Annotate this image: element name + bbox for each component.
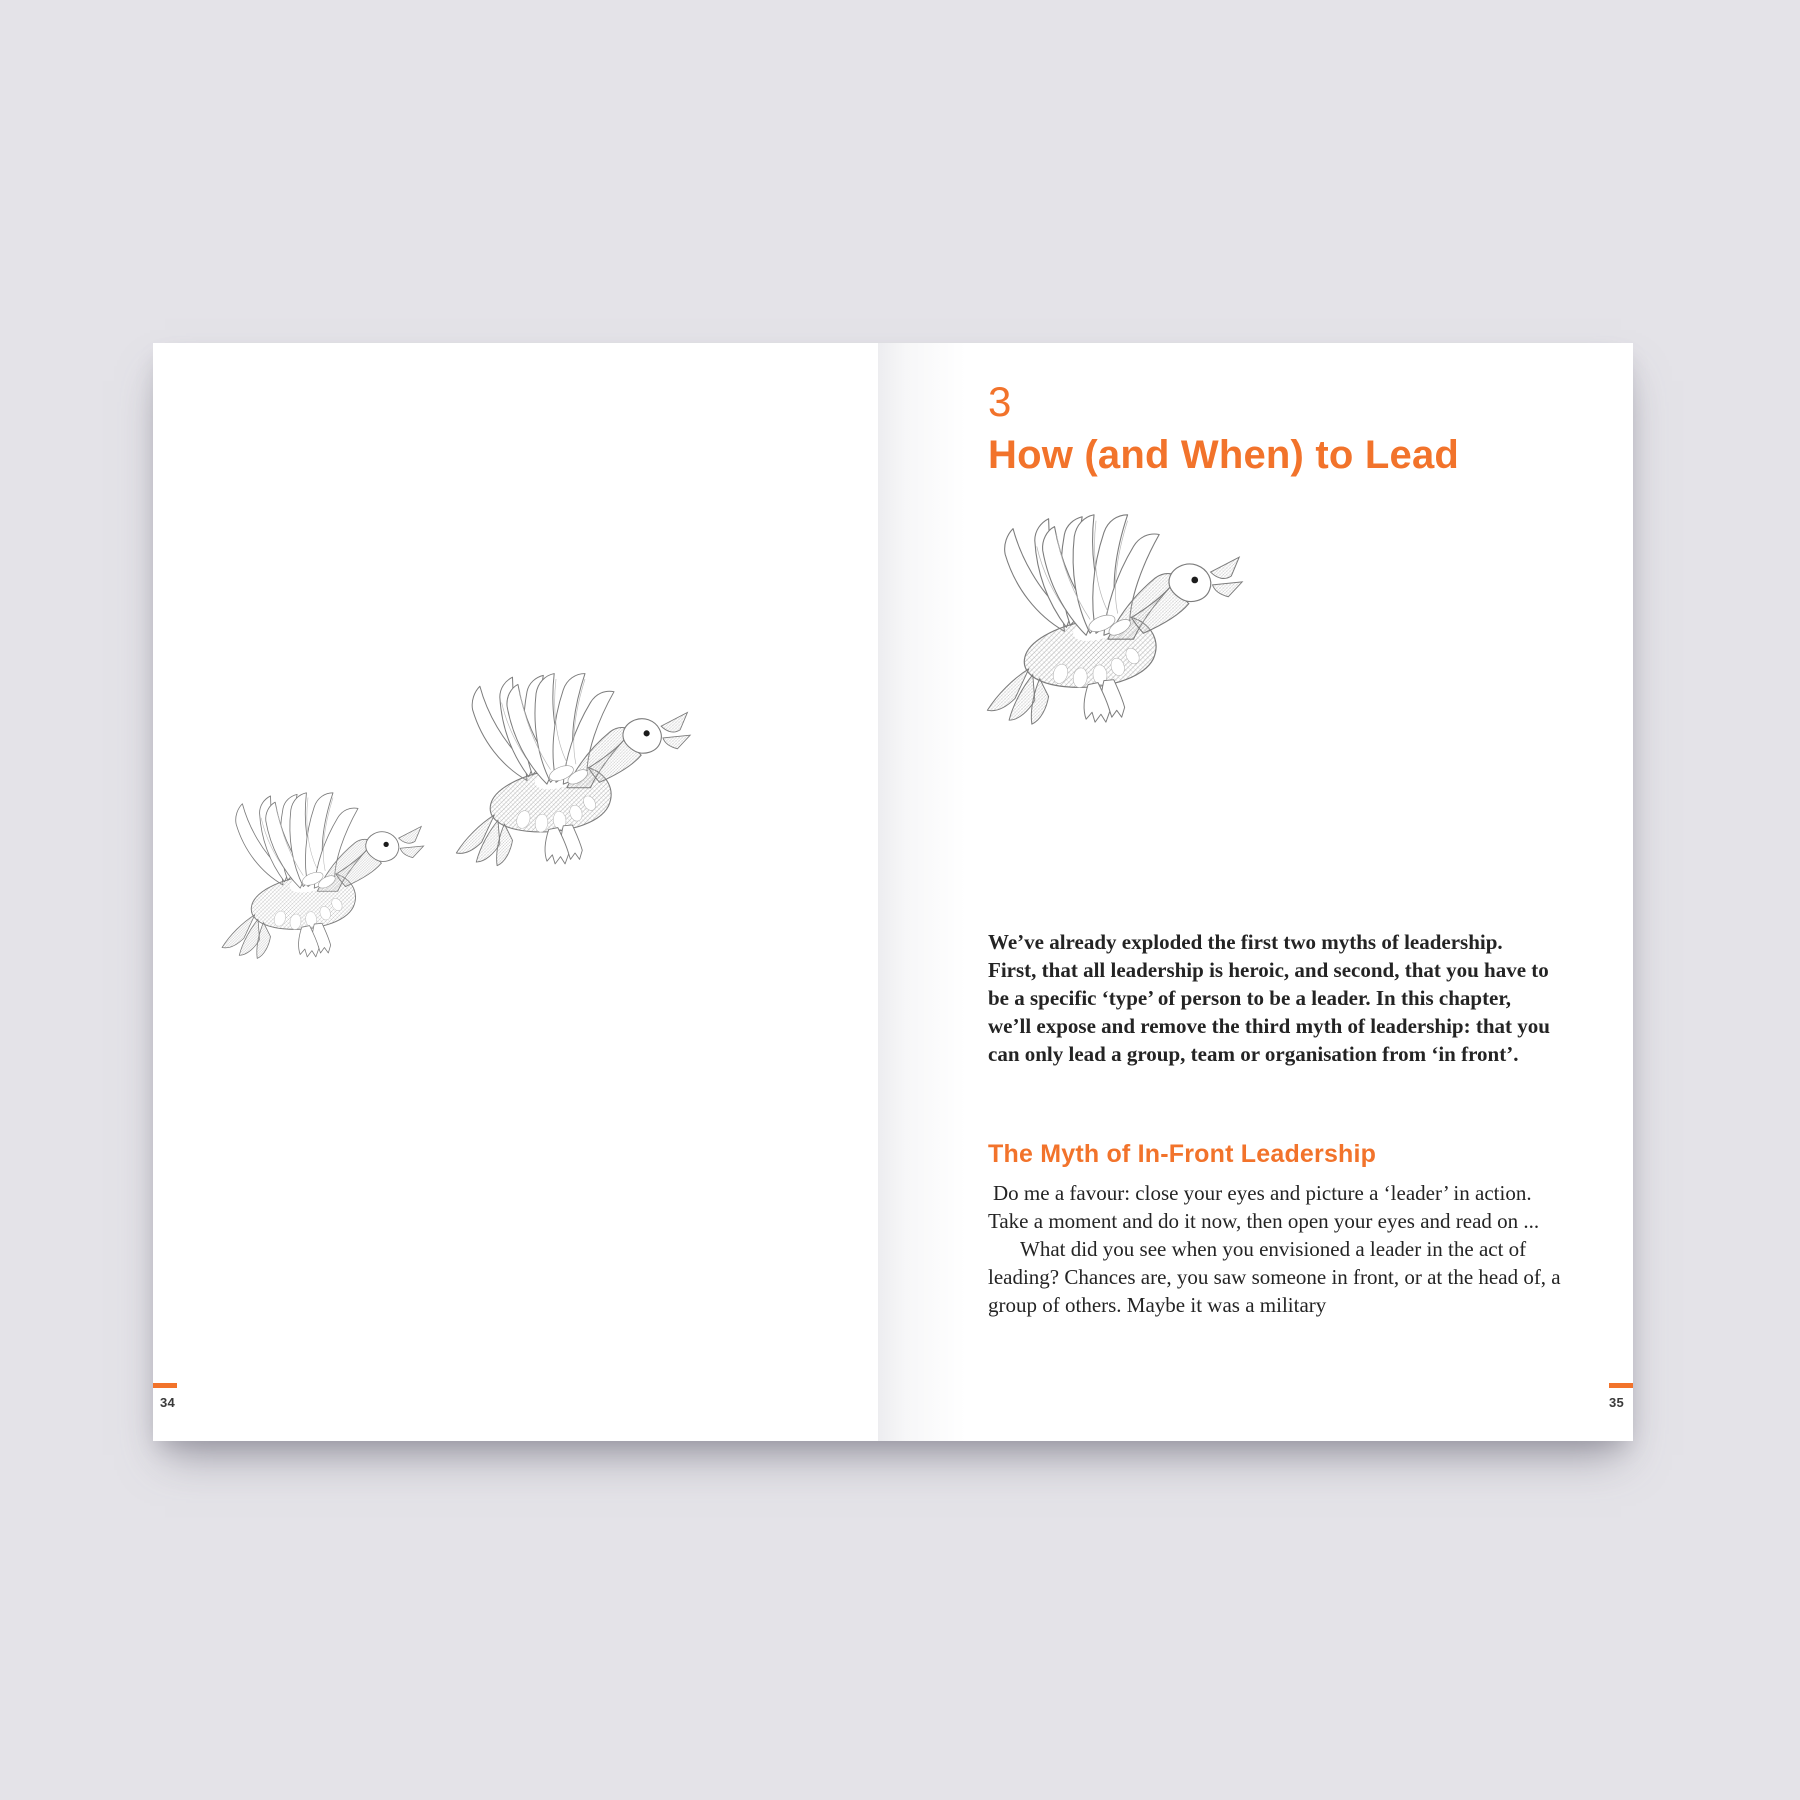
section-heading: The Myth of In-Front Leadership — [988, 1140, 1377, 1168]
chapter-number: 3 — [988, 378, 1012, 425]
chapter-title: How (and When) to Lead — [988, 433, 1460, 477]
left-page — [153, 343, 878, 1441]
right-page — [878, 343, 1633, 1441]
flying-goose-small-illustration — [183, 763, 433, 982]
intro-paragraph: We’ve already exploded the first two myths of leadership. First, that all leadership is heroic, and second, that you have to be a specific ‘type’ of person to be a leader. In this chapter, we’ll expose and remove the third myth of leadership: that you can only lead a group, team or organisation from ‘in front’. — [988, 930, 1550, 1066]
page-marker-dash — [1609, 1383, 1633, 1388]
page-number: 34 — [160, 1395, 176, 1410]
flying-goose-large-illustration — [411, 639, 701, 893]
body-text-block — [988, 1179, 1562, 1319]
book-spread — [153, 343, 1633, 1441]
flying-goose-illustration — [938, 477, 1254, 754]
page-number: 35 — [1608, 1395, 1624, 1410]
page-marker-dash — [153, 1383, 177, 1388]
body-paragraph-2: What did you see when you envisioned a leader in the act of leading? Chances are, you saw someone in front, or at the head of, a group of others. Maybe it was a military — [988, 1237, 1561, 1317]
body-paragraph-1: Do me a favour: close your eyes and picture a ‘leader’ in action. Take a moment and do it now, then open your eyes and read on ... — [988, 1181, 1540, 1233]
